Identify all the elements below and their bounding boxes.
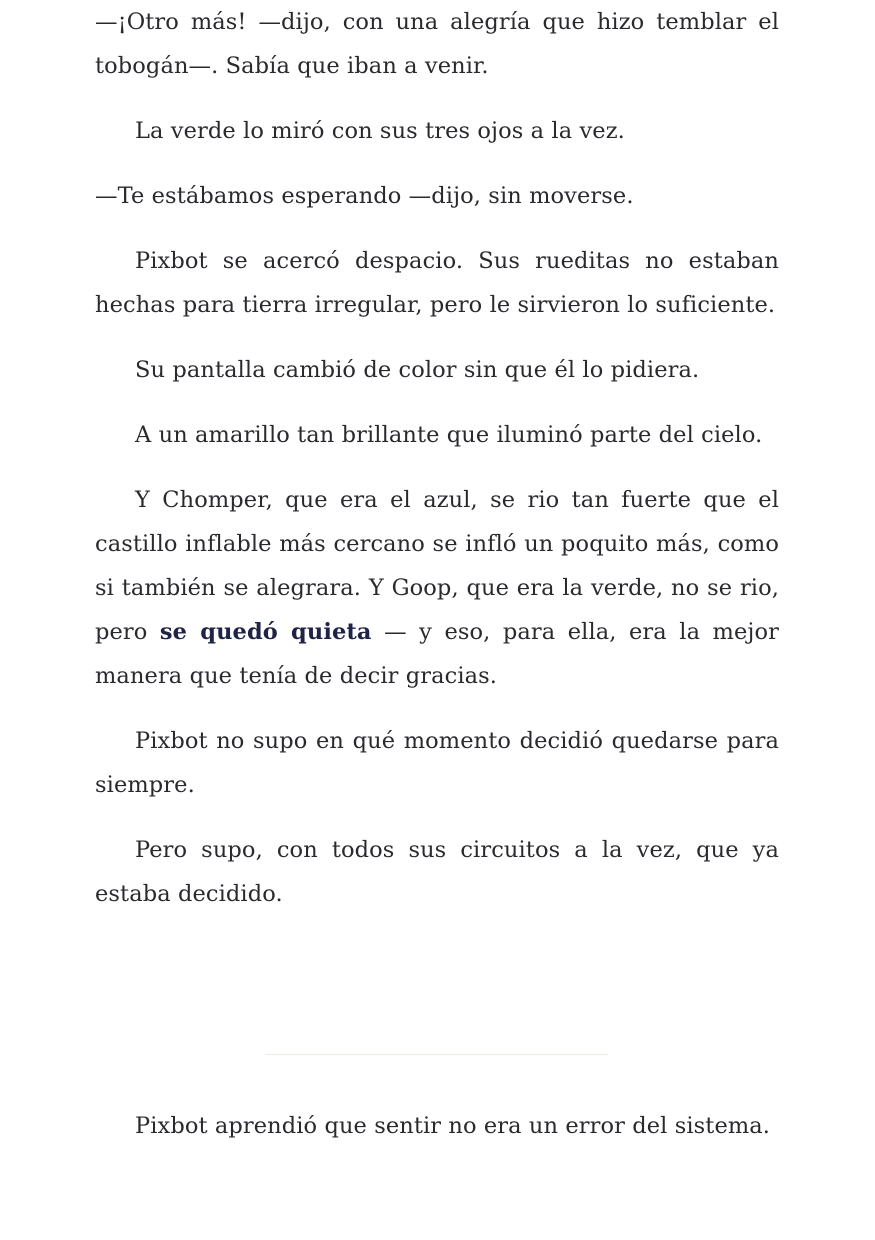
paragraph-3: —Te estábamos esperando —dijo, sin moverse. [95,183,634,209]
paragraph-2: La verde lo miró con sus tres ojos a la vez. [135,118,625,144]
paragraph-1: —¡Otro más! —dijo, con una alegría que hizo temblar el tobogán—. Sabía que iban a venir. [95,9,779,79]
paragraph-7-text-after: — y eso, para ella, era la mejor manera que tenía de decir gracias. [95,619,779,689]
paragraph-5: Su pantalla cambió de color sin que él lo pidiera. [135,357,700,383]
paragraph-7-text-before: Y Chomper, que era el azul, se rio tan fuerte que el castillo inflable más cercano se infló un poquito más, como si también se alegrara. Y Goop, que era la verde, no se rio, pero [95,487,779,645]
section-divider [265,1054,608,1055]
paragraph-6: A un amarillo tan brillante que iluminó parte del cielo. [135,422,763,448]
story-page-after-divider [95,1104,779,1148]
paragraph-10: Pixbot aprendió que sentir no era un error del sistema. [135,1113,771,1139]
emphasis-text: se quedó quieta [159,619,372,645]
story-page [95,0,779,916]
paragraph-9: Pero supo, con todos sus circuitos a la vez, que ya estaba decidido. [95,837,779,907]
paragraph-7 [95,478,779,698]
paragraph-4: Pixbot se acercó despacio. Sus rueditas no estaban hechas para tierra irregular, pero le sirvieron lo suficiente. [95,248,779,318]
paragraph-8: Pixbot no supo en qué momento decidió quedarse para siempre. [95,728,779,798]
